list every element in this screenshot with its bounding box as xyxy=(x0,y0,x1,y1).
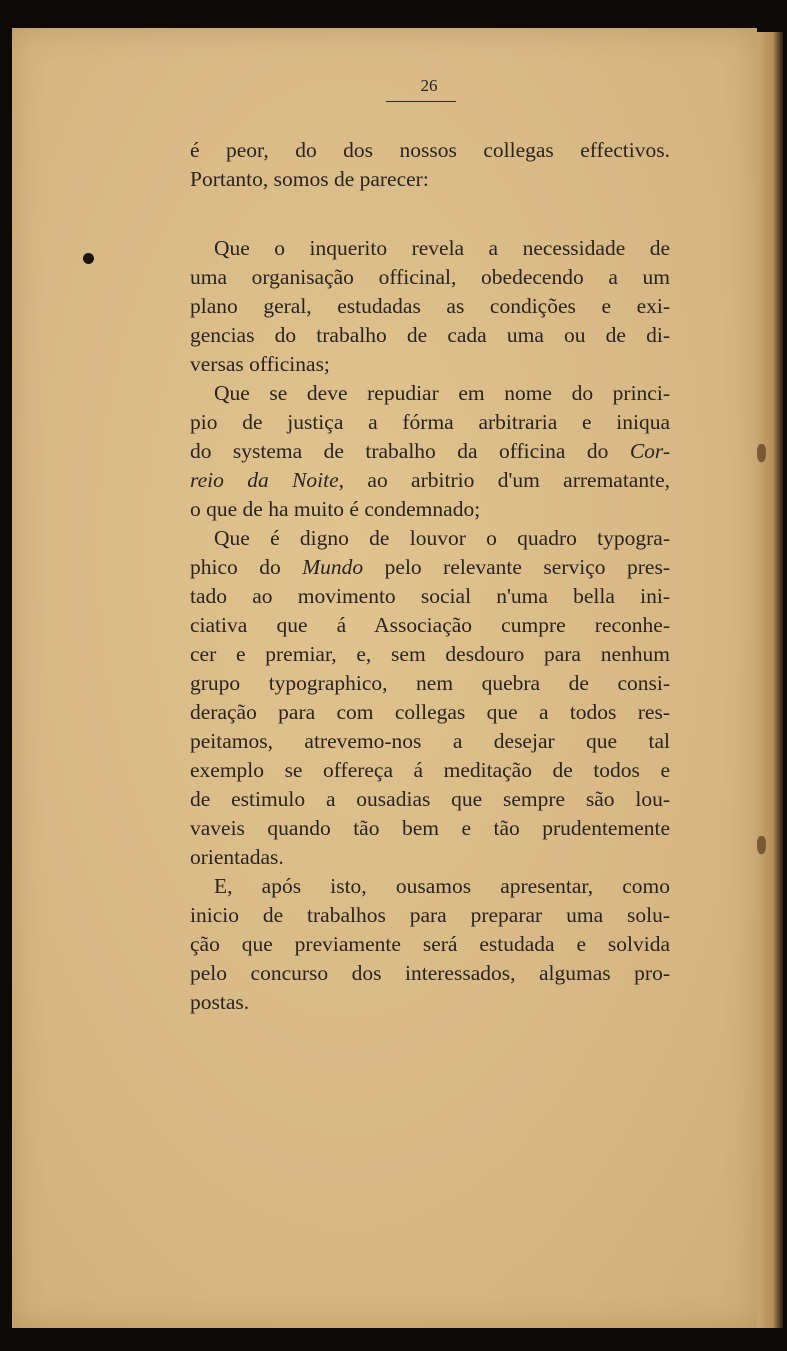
text-line: grupo typographico, nem quebra de consi- xyxy=(190,671,670,695)
text-line xyxy=(190,553,670,582)
italic-segment: Mundo xyxy=(302,555,364,579)
italic-segment: reio da Noite xyxy=(190,468,339,492)
text-line: é peor, do dos nossos collegas effectivos. xyxy=(190,138,670,162)
text-line: orientadas. xyxy=(190,845,284,869)
text-line: deração para com collegas que a todos res- xyxy=(190,700,670,724)
text-line: E, após isto, ousamos apresentar, como xyxy=(214,874,670,898)
text-line: uma organisação officinal, obedecendo a um xyxy=(190,265,670,289)
text-segment: , ao arbitrio d'um arrematante, xyxy=(338,468,670,492)
page-number: 26 xyxy=(420,76,438,95)
text-line: versas officinas; xyxy=(190,352,330,376)
text-line: tado ao movimento social n'uma bella ini- xyxy=(190,584,670,608)
text-segment: do systema de trabalho da officina do xyxy=(190,439,630,463)
text-line: plano geral, estudadas as condições e exi- xyxy=(190,294,670,318)
text-line: peitamos, atrevemo-nos a desejar que tal xyxy=(190,729,670,753)
text-line: ção que previamente será estudada e solvida xyxy=(190,932,670,956)
text-line: inicio de trabalhos para preparar uma solu- xyxy=(190,903,670,927)
text-line: Que o inquerito revela a necessidade de xyxy=(214,236,670,260)
ink-blot xyxy=(83,253,94,264)
text-segment: phico do xyxy=(190,555,303,579)
binding-fragment xyxy=(757,836,766,854)
body-text xyxy=(190,136,670,1017)
text-line: o que de ha muito é condemnado; xyxy=(190,497,481,521)
page-edge xyxy=(757,32,783,1328)
text-line: Que se deve repudiar em nome do princi- xyxy=(214,381,670,405)
text-line: pelo concurso dos interessados, algumas pro- xyxy=(190,961,670,985)
text-line: vaveis quando tão bem e tão prudentemente xyxy=(190,816,670,840)
text-line: Que é digno de louvor o quadro typogra- xyxy=(214,526,670,550)
text-line: ciativa que á Associação cumpre reconhe- xyxy=(190,613,670,637)
text-line: Portanto, somos de parecer: xyxy=(190,167,429,191)
text-line: postas. xyxy=(190,990,250,1014)
text-line: exemplo se offereça á meditação de todos e xyxy=(190,758,670,782)
text-line: pio de justiça a fórma arbitraria e iniqua xyxy=(190,410,670,434)
header-rule xyxy=(386,101,456,102)
italic-segment: Cor- xyxy=(629,439,670,463)
text-segment: pelo relevante serviço pres- xyxy=(363,555,670,579)
text-line: gencias do trabalho de cada uma ou de di- xyxy=(190,323,670,347)
text-line: cer e premiar, e, sem desdouro para nenhum xyxy=(190,642,670,666)
text-line xyxy=(190,437,670,466)
text-line xyxy=(190,466,670,495)
text-line: de estimulo a ousadias que sempre são lou- xyxy=(190,787,670,811)
binding-fragment xyxy=(757,444,766,462)
